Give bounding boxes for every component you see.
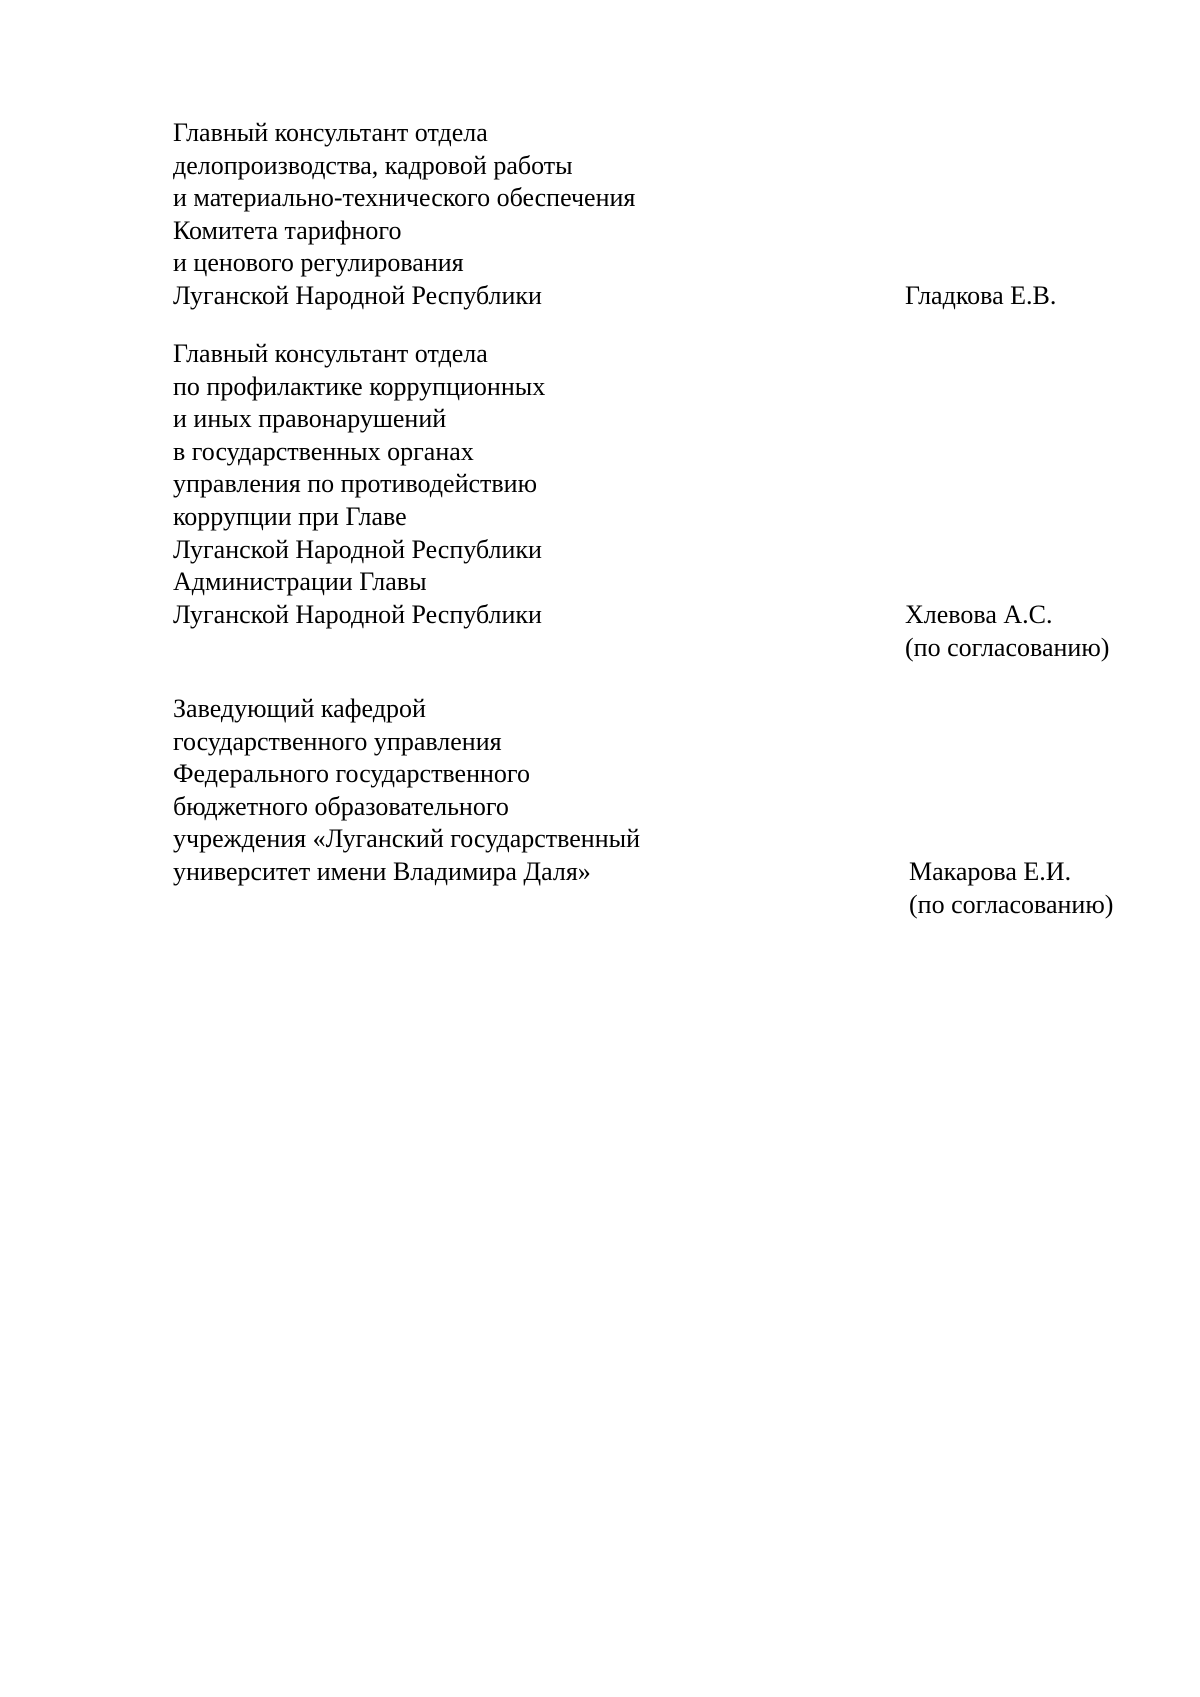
member-position [173, 338, 733, 631]
position-line: бюджетного образовательного [173, 791, 509, 821]
member-position [173, 117, 733, 313]
position-line: Луганской Народной Республики [173, 599, 542, 629]
member-note: (по согласованию) [909, 889, 1114, 919]
position-line: университет имени Владимира Даля» [173, 856, 591, 886]
position-line: Федерального государственного [173, 759, 530, 789]
position-line: и иных правонарушений [173, 404, 447, 434]
member-note [905, 313, 1185, 346]
member-position [173, 693, 733, 889]
member-name-block [905, 599, 1185, 664]
position-line: Администрации Главы [173, 567, 427, 597]
position-line: Главный консультант отдела [173, 118, 488, 147]
member-name: Макарова Е.И. [909, 857, 1072, 886]
member-note: (по согласованию) [905, 632, 1110, 662]
position-line: коррупции при Главе [173, 501, 407, 531]
position-line: Луганской Народной Республики [173, 280, 542, 310]
position-line: Комитета тарифного [173, 215, 402, 245]
position-line: в государственных органах [173, 436, 474, 466]
position-line: и материально-технического обеспечения [173, 183, 636, 213]
position-line: учреждения «Луганский государственный [173, 824, 641, 854]
position-line: Луганской Народной Республики [173, 534, 542, 564]
member-name: Гладкова Е.В. [905, 281, 1057, 310]
position-line: государственного управления [173, 726, 502, 756]
position-line: Главный консультант отдела [173, 339, 488, 368]
position-line: управления по противодействию [173, 469, 537, 499]
position-line: по профилактике коррупционных [173, 371, 546, 401]
position-line: Заведующий кафедрой [173, 694, 426, 723]
position-line: делопроизводства, кадровой работы [173, 150, 573, 180]
position-line: и ценового регулирования [173, 248, 464, 278]
member-name-block [905, 280, 1185, 345]
member-name-block [909, 856, 1189, 921]
member-name: Хлевова А.С. [905, 600, 1053, 629]
